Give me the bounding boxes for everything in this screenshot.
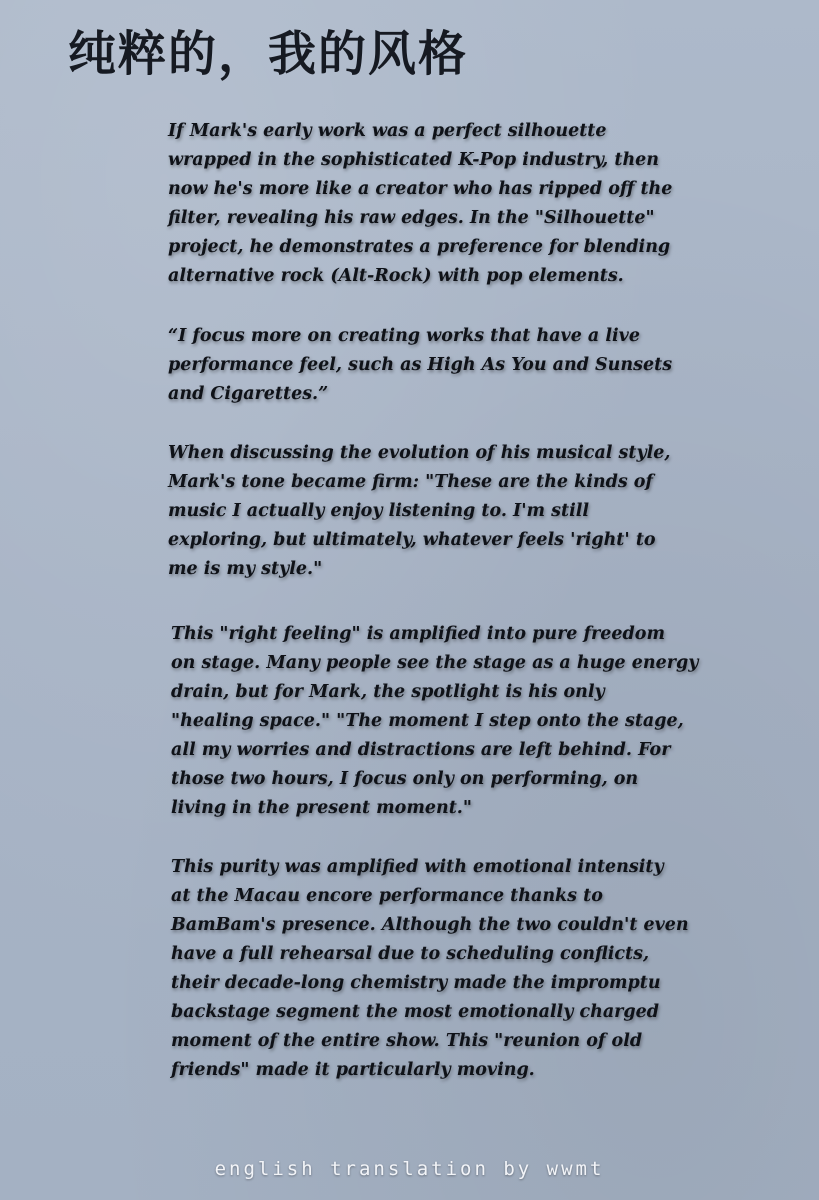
paragraph-line: backstage segment the most emotionally charged — [171, 1002, 660, 1022]
translation-credit: english translation by wwmt — [214, 1158, 605, 1180]
paragraph-line: me is my style." — [168, 559, 323, 579]
paragraph-line: and Cigarettes.” — [168, 384, 329, 404]
paragraph-line: those two hours, I focus only on performing, on — [171, 769, 639, 789]
paragraph-line: now he's more like a creator who has ripped off the — [168, 179, 673, 199]
paragraph-line: This purity was amplified with emotional intensity — [171, 857, 664, 877]
paragraph-line: When discussing the evolution of his musical style, — [168, 443, 671, 463]
paragraph-line: on stage. Many people see the stage as a huge energy — [171, 653, 699, 673]
paragraph-line: filter, revealing his raw edges. In the "Silhouette" — [168, 208, 655, 228]
paragraph-line: "healing space." "The moment I step onto the stage, — [171, 711, 684, 731]
paragraph-line: living in the present moment." — [171, 798, 472, 818]
paragraph-line: their decade-long chemistry made the impromptu — [171, 973, 661, 993]
paragraph-line: music I actually enjoy listening to. I'm still — [168, 501, 590, 521]
paragraph-4 — [171, 620, 698, 823]
paragraph-line: have a full rehearsal due to scheduling conflicts, — [171, 944, 650, 964]
paragraph-5 — [171, 853, 689, 1085]
paragraph-line: moment of the entire show. This "reunion of old — [171, 1031, 643, 1051]
paragraph-line: This "right feeling" is amplified into pure freedom — [171, 624, 665, 644]
paragraph-2 — [168, 322, 672, 409]
paragraph-line: drain, but for Mark, the spotlight is his only — [171, 682, 605, 702]
paragraph-line: project, he demonstrates a preference for blending — [168, 237, 671, 257]
paragraph-line: alternative rock (Alt-Rock) with pop elements. — [168, 266, 624, 286]
paragraph-line: exploring, but ultimately, whatever feels 'right' to — [168, 530, 656, 550]
paragraph-line: friends" made it particularly moving. — [171, 1060, 535, 1080]
paragraph-line: at the Macau encore performance thanks to — [171, 886, 603, 906]
paragraph-line: BamBam's presence. Although the two couldn't even — [171, 915, 689, 935]
paragraph-3 — [168, 439, 671, 584]
paragraph-line: performance feel, such as High As You and Sunsets — [168, 355, 673, 375]
paragraph-line: all my worries and distractions are left behind. For — [171, 740, 671, 760]
paragraph-line: Mark's tone became firm: "These are the kinds of — [168, 472, 653, 492]
page-title: 纯粹的，我的风格 — [68, 26, 469, 82]
paragraph-line: If Mark's early work was a perfect silhouette — [168, 121, 607, 141]
paragraph-1 — [168, 117, 672, 291]
paragraph-line: “I focus more on creating works that have a live — [168, 326, 640, 346]
paragraph-line: wrapped in the sophisticated K-Pop industry, then — [168, 150, 660, 170]
